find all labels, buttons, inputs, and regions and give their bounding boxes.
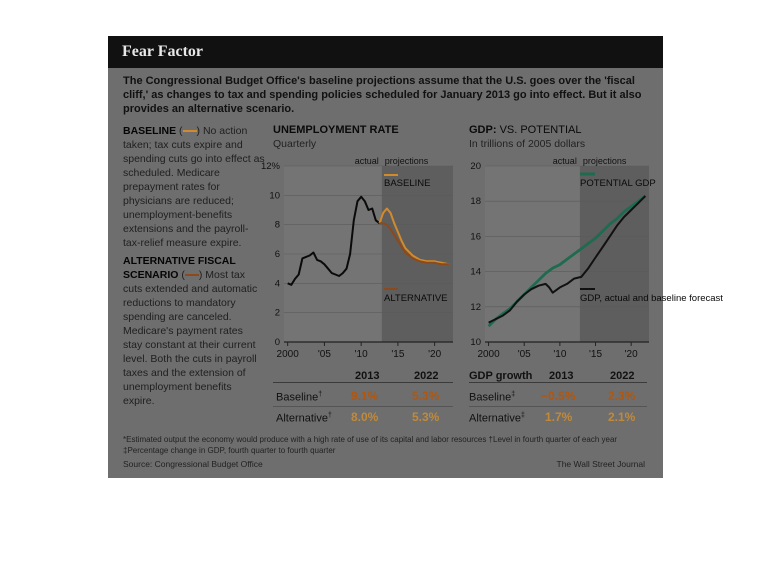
gdp-xtick-label: '20 bbox=[624, 349, 638, 360]
gdp-row-alternative-label bbox=[469, 412, 525, 425]
gdp-ytick-label: 20 bbox=[470, 161, 481, 172]
baseline-text: No action taken; tax cuts expire and spending cuts go into effect as scheduled. Medicare prepayment rates for physicians are reduced; unemployment-benefits extensions and the payroll-tax-relief measure expire. bbox=[123, 125, 265, 249]
gdp-baseline-2013: −0.5% bbox=[541, 389, 576, 403]
gdp-baseline-2022: 2.3% bbox=[608, 389, 636, 403]
unemp-ytick-label: 12% bbox=[260, 161, 280, 172]
intro-text: The Congressional Budget Office's baseline projections assume that the U.S. goes over the 'fiscal cliff,' as changes to tax and spending policies scheduled for January 2013 go into effect. But it also provides an alternative scenario. bbox=[123, 75, 642, 115]
unemp-baseline-2013: 9.1% bbox=[351, 389, 379, 403]
baseline-series-label: BASELINE bbox=[384, 178, 431, 189]
unemp-xtick-label: '05 bbox=[317, 349, 331, 360]
unemp-ytick-label: 0 bbox=[274, 337, 280, 348]
gdp-actual-label: actual bbox=[552, 156, 577, 166]
unemp-alternative-2022: 5.3% bbox=[412, 410, 440, 424]
gdp-ytick-label: 12 bbox=[470, 301, 481, 313]
gdp-actual-series-label: GDP, actual and baseline forecast bbox=[580, 293, 723, 304]
unemp-ytick-label: 8 bbox=[274, 219, 280, 231]
gdp-title-rest: VS. POTENTIAL bbox=[499, 124, 582, 136]
unemp-row-baseline-label bbox=[276, 391, 322, 404]
gdp-ytick-label: 10 bbox=[470, 337, 481, 348]
gdp-subtitle: In trillions of 2005 dollars bbox=[469, 138, 586, 150]
potential-gdp-series-label: POTENTIAL GDP bbox=[580, 178, 656, 189]
gdp-alternative-mark: ‡ bbox=[520, 412, 525, 419]
gdp-xtick-label: 2000 bbox=[477, 349, 500, 360]
unemp-ytick-label: 4 bbox=[274, 278, 280, 290]
unemp-year-2022: 2022 bbox=[414, 370, 439, 382]
unemp-year-2013: 2013 bbox=[355, 370, 380, 382]
gdp-alternative-label-text: Alternative bbox=[469, 412, 521, 425]
unemp-alternative-mark: † bbox=[327, 412, 332, 419]
source-note: Source: Congressional Budget Office bbox=[123, 459, 263, 469]
unemp-ytick-label: 10 bbox=[269, 190, 280, 202]
unemp-table-rule-top bbox=[273, 382, 453, 383]
gdp-alternative-2022: 2.1% bbox=[608, 410, 636, 424]
credit-note: The Wall Street Journal bbox=[556, 459, 645, 469]
gdp-table-header: GDP growth bbox=[469, 370, 533, 382]
unemp-table-rule-mid bbox=[273, 406, 453, 407]
gdp-xtick-label: '05 bbox=[517, 349, 531, 360]
gdp-row-baseline-label bbox=[469, 391, 515, 404]
unemp-alternative-2013: 8.0% bbox=[351, 410, 379, 424]
unemp-xtick-label: '20 bbox=[428, 349, 442, 360]
unemp-projections-label: projections bbox=[384, 156, 429, 166]
unemp-xtick-label: '10 bbox=[354, 349, 368, 360]
alternative-series-label: ALTERNATIVE bbox=[384, 293, 448, 304]
unemp-actual-label: actual bbox=[354, 156, 379, 166]
unemp-row-alternative-label bbox=[276, 412, 332, 425]
gdp-projection-region bbox=[580, 166, 649, 342]
alternative-legend-swatch: ( ) bbox=[181, 269, 206, 281]
footnote-line1: *Estimated output the economy would produce with a high rate of use of its capital and labor resources †Level in fourth quarter of each year bbox=[123, 435, 618, 444]
unemp-alternative-label-text: Alternative bbox=[276, 412, 328, 425]
unemp-xtick-label: '15 bbox=[391, 349, 405, 360]
unemp-ytick-label: 2 bbox=[274, 307, 280, 319]
gdp-table-rule-top bbox=[469, 382, 647, 383]
gdp-year-2022: 2022 bbox=[610, 370, 635, 382]
gdp-ytick-label: 16 bbox=[470, 231, 481, 243]
chart-title: Fear Factor bbox=[122, 43, 203, 60]
unemp-xtick-label: 2000 bbox=[276, 349, 299, 360]
gdp-projections-label: projections bbox=[582, 156, 627, 166]
gdp-alternative-2013: 1.7% bbox=[545, 410, 573, 424]
gdp-xtick-label: '10 bbox=[553, 349, 567, 360]
alternative-text: Most tax cuts extended and automatic reductions to mandatory spending are canceled. Medicare's payment rates stay constant at their current level. Both the cuts in payroll taxes and the extension of unemployment benefits expire. bbox=[123, 269, 258, 407]
baseline-heading: BASELINE bbox=[123, 125, 177, 137]
footnote-line2: ‡Percentage change in GDP, fourth quarter to fourth quarter bbox=[123, 446, 336, 455]
gdp-ytick-label: 14 bbox=[470, 266, 481, 278]
unemp-baseline-label-text: Baseline bbox=[276, 391, 319, 404]
gdp-baseline-mark: ‡ bbox=[511, 391, 516, 398]
gdp-xtick-label: '15 bbox=[588, 349, 603, 360]
gdp-table-rule-mid bbox=[469, 406, 647, 407]
gdp-baseline-label-text: Baseline bbox=[469, 391, 512, 404]
unemp-baseline-mark: † bbox=[318, 391, 323, 398]
gdp-year-2013: 2013 bbox=[549, 370, 574, 382]
alternative-heading: ALTERNATIVE FISCAL SCENARIO bbox=[123, 255, 236, 281]
unemp-ytick-label: 6 bbox=[274, 249, 280, 260]
unemployment-subtitle: Quarterly bbox=[273, 138, 317, 150]
baseline-legend-swatch: ( ) bbox=[179, 125, 203, 137]
unemp-baseline-2022: 5.3% bbox=[412, 389, 440, 403]
chart-card bbox=[108, 36, 723, 478]
unemployment-title: UNEMPLOYMENT RATE bbox=[273, 124, 399, 136]
charts-svg bbox=[108, 36, 723, 478]
gdp-title-bold: GDP: bbox=[469, 124, 497, 136]
gdp-ytick-label: 18 bbox=[470, 196, 481, 208]
